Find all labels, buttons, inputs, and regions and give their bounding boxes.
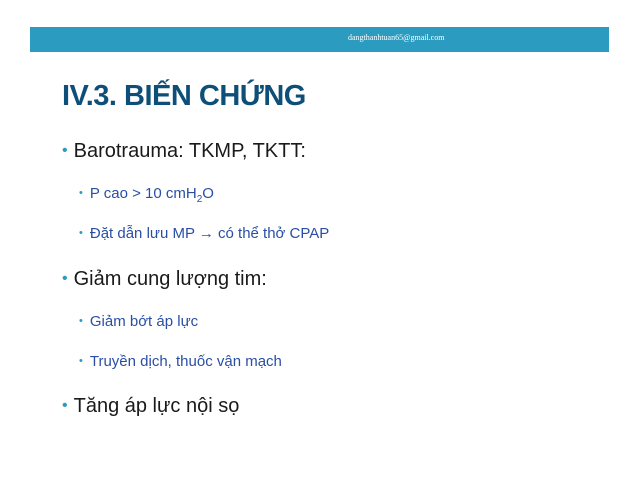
- bullet-text: Tăng áp lực nội sọ: [73, 395, 240, 417]
- bullet-dot: •: [79, 355, 83, 367]
- bullet-cardiac-output: [62, 268, 267, 291]
- bullet-text: Barotrauma: TKMP, TKTT:: [73, 140, 306, 162]
- bullet-dot: •: [79, 227, 83, 239]
- sub-bullet-text-after: O: [202, 185, 214, 202]
- sub-bullet-text: Truyền dịch, thuốc vận mạch: [89, 353, 282, 370]
- sub-bullet-text: Đặt dẫn lưu MP → có thể thở CPAP: [89, 225, 330, 242]
- header-email: dangthanhtuan65@gmail.com: [348, 33, 445, 42]
- header-bar: [30, 27, 609, 52]
- sub-bullet-text: P cao > 10 cmH: [89, 185, 197, 202]
- sub-bullet-text: Giảm bớt áp lực: [89, 313, 199, 330]
- sub-bullet-pressure: [79, 185, 214, 205]
- subscript: 2: [196, 194, 203, 205]
- sub-bullet-fluids: [79, 353, 282, 370]
- bullet-text: Giảm cung lượng tim:: [73, 268, 267, 290]
- slide-title: IV.3. BIẾN CHỨNG: [62, 80, 306, 112]
- bullet-barotrauma: [62, 140, 306, 163]
- bullet-dot: •: [79, 187, 83, 199]
- sub-bullet-drain: [79, 225, 329, 242]
- bullet-dot: •: [62, 270, 68, 287]
- bullet-dot: •: [79, 315, 83, 327]
- bullet-dot: •: [62, 397, 68, 414]
- bullet-dot: •: [62, 142, 68, 159]
- sub-bullet-reduce-pressure: [79, 313, 198, 330]
- bullet-intracranial-pressure: [62, 395, 239, 418]
